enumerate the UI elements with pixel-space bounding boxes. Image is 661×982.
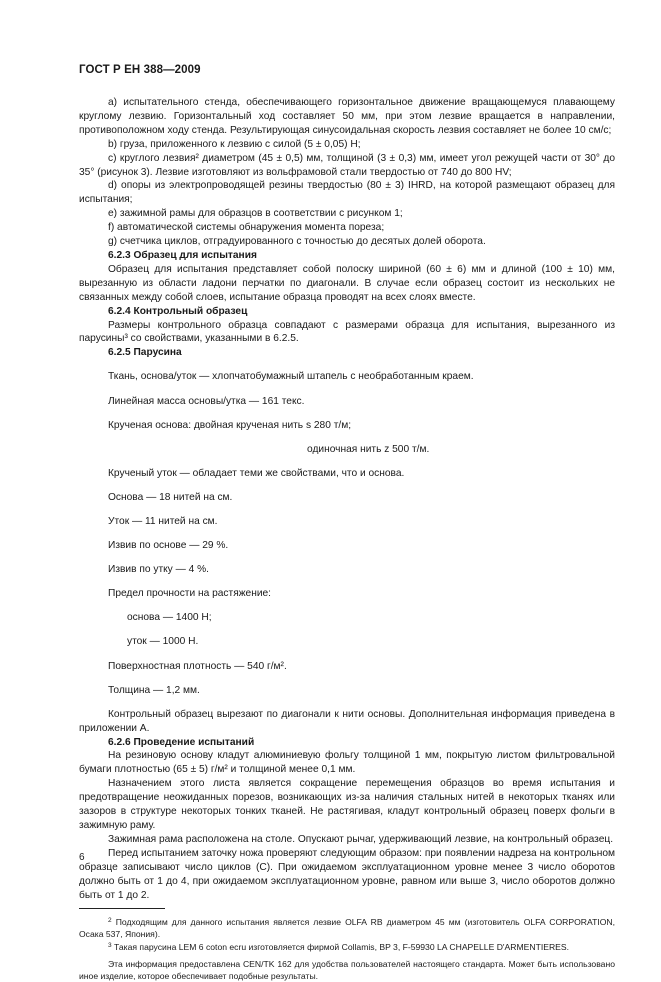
crimp-weft-line: Извив по утку — 4 %.	[108, 564, 210, 576]
document-header: ГОСТ Р ЕН 388—2009	[79, 64, 201, 76]
tensile-strength-line: Предел прочности на растяжение:	[108, 588, 272, 600]
section-text-6-2-4: Размеры контрольного образца совпадают с размерами образца для испытания, вырезанного из парусины³ со свойствами, указанными в 6.2.5.	[79, 319, 615, 345]
tensile-warp-line: основа — 1400 Н;	[127, 612, 212, 624]
footnote-separator	[79, 908, 165, 909]
procedure-paragraph-3: Зажимная рама расположена на столе. Опускают рычаг, удерживающий лезвие, на контрольный образец.	[108, 833, 614, 845]
tensile-weft-line: уток — 1000 Н.	[127, 636, 199, 648]
warp-count-line: Основа — 18 нитей на см.	[108, 491, 233, 503]
fabric-line: Ткань, основа/уток — хлопчатобумажный штапель с необработанным краем.	[108, 371, 474, 383]
section-heading-6-2-6: 6.2.6 Проведение испытаний	[108, 736, 255, 748]
list-item-g: g) счетчика циклов, отградуированного с точностью до десятых долей оборота.	[108, 236, 486, 248]
footnote-2-text: Подходящим для данного испытания является лезвие OLFA RB диаметром 45 мм (изготовитель OLFA CORPORATION, Осака 537, Япония).	[79, 917, 615, 940]
list-item-f: f) автоматической системы обнаружения момента пореза;	[108, 222, 385, 234]
footnote-2	[79, 915, 615, 940]
section-text-6-2-3: Образец для испытания представляет собой полоску шириной (60 ± 6) мм и длиной (100 ± 10) мм, вырезанную из области ладони перчатки по диагонали. В случае если образец состоит из нескольких не связанных между собой слоев, испытание образца проводят на всех слоях вместе.	[79, 263, 615, 303]
list-item-d: d) опоры из электропроводящей резины твердостью (80 ± 3) IHRD, на которой размещают образец для испытания;	[79, 180, 615, 206]
list-item-e: е) зажимной рамы для образцов в соответствии с рисунком 1;	[108, 208, 403, 220]
weft-line: Крученый уток — обладает теми же свойствами, что и основа.	[108, 467, 405, 479]
list-item-c: с) круглого лезвия² диаметром (45 ± 0,5) мм, толщиной (3 ± 0,3) мм, имеет угол режущей части от 30° до 35° (рисунок 3). Лезвие изготовляют из вольфрамовой стали твердостью от 740 до 800 HV;	[79, 152, 615, 178]
document-body	[79, 96, 615, 982]
warp-twist-line-2: одиночная нить z 500 т/м.	[307, 443, 430, 455]
procedure-paragraph-4: Перед испытанием заточку ножа проверяют следующим образом: при появлении надреза на контрольном образце записывают число циклов (C). При ожидаемом эксплуатационном уровне менее 3 число оборотов должно быть от 1 до 4, при ожидаемом эксплуатационном уровне, равном или выше 3, число оборотов должно быть от 1 до 2.	[79, 847, 615, 901]
surface-density-line: Поверхностная плотность — 540 г/м².	[108, 660, 287, 672]
footnote-3-text: Такая парусина LEM 6 coton ecru изготовляется фирмой Collamis, BP 3, F-59930 LA CHAPELLE D'ARMENTIERES.	[114, 942, 570, 953]
list-item-a: а) испытательного стенда, обеспечивающего горизонтальное движение вращающемуся плавающему круглому лезвию. Горизонтальный ход составляет 50 мм, при этом лезвие вращается в направлении, противоположном ходу стенда. Результирующая синусоидальная скорость лезвия составляет не более 10 см/с;	[79, 97, 615, 136]
linear-mass-line: Линейная масса основы/утка — 161 текс.	[108, 395, 305, 407]
thickness-line: Толщина — 1,2 мм.	[108, 684, 200, 696]
warp-twist-line: Крученая основа: двойная крученая нить s 280 т/м;	[108, 419, 352, 431]
footnote-3-marker: 3	[108, 942, 112, 950]
page-number: 6	[79, 852, 85, 863]
section-heading-6-2-5: 6.2.5 Парусина	[108, 347, 182, 359]
procedure-paragraph-2: Назначением этого листа является сокращение перемещения образцов во время испытания и предотвращение неожиданных порезов, возникающих из-за наличия стальных нитей в некоторых тканях или зазоров в структуре некоторых тонких тканей. Не растягивая, кладут контрольный образец поверх фольги в зажимную раму.	[79, 778, 615, 831]
crimp-warp-line: Извив по основе — 29 %.	[108, 540, 229, 552]
weft-count-line: Уток — 11 нитей на см.	[108, 515, 218, 527]
cut-direction-text: Контрольный образец вырезают по диагонали к нити основы. Дополнительная информация приведена в приложении А.	[79, 708, 615, 734]
section-heading-6-2-4: 6.2.4 Контрольный образец	[108, 305, 248, 317]
footnote-2-marker: 2	[108, 917, 112, 925]
footnote-3	[79, 940, 615, 953]
section-heading-6-2-3: 6.2.3 Образец для испытания	[108, 249, 257, 261]
footnote-note: Эта информация предоставлена CEN/TK 162 для удобства пользователей настоящего стандарта. Может быть использовано иное изделие, которое обеспечивает подобные результаты.	[79, 959, 615, 982]
procedure-paragraph-1: На резиновую основу кладут алюминиевую фольгу толщиной 1 мм, покрытую листом фильтровальной бумаги плотностью (65 ± 5) г/м² и толщиной менее 0,1 мм.	[79, 750, 615, 776]
list-item-b: b) груза, приложенного к лезвию с силой (5 ± 0,05) Н;	[108, 138, 361, 150]
